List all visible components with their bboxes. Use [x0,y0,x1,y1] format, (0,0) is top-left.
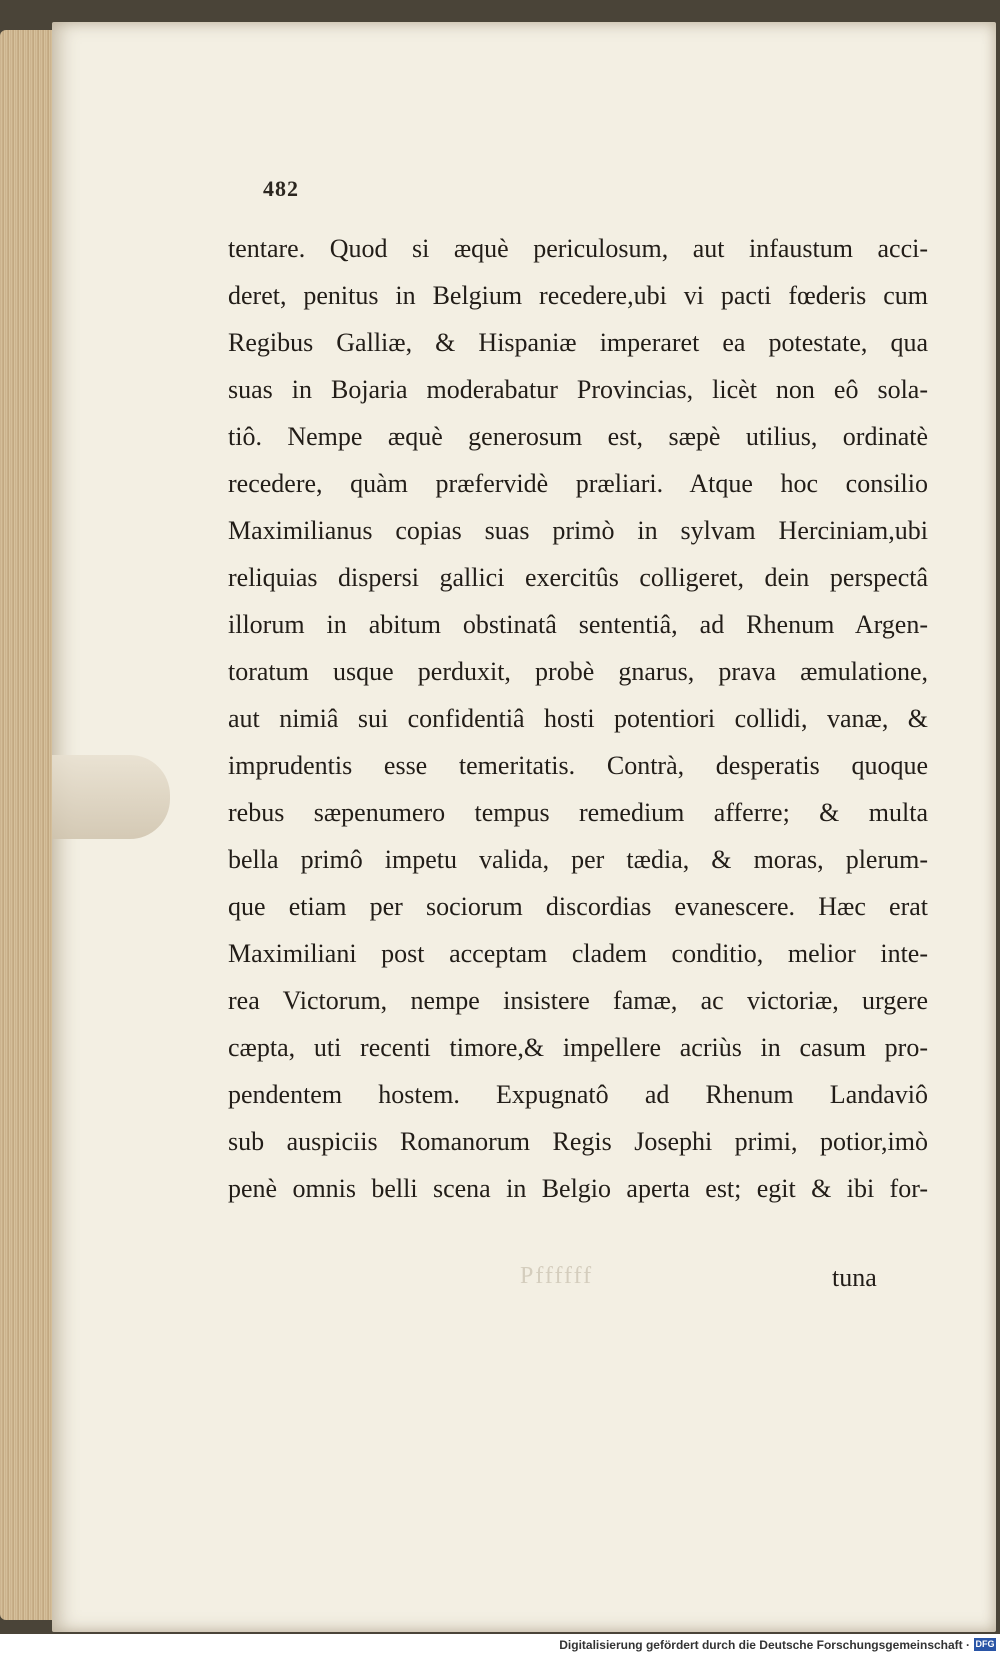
text-line: recedere, quàm præfervidè præliari. Atque hoc consilio [228,469,928,498]
body-text [228,225,928,1212]
text-line: sub auspiciis Romanorum Regis Josephi primi, potior,imò [228,1127,928,1156]
text-line: imprudentis esse temeritatis. Contrà, desperatis quoque [228,751,928,780]
text-line: bella primô impetu valida, per tædia, & moras, plerum- [228,845,928,874]
text-line: toratum usque perduxit, probè gnarus, prava æmulatione, [228,657,928,686]
text-line: rea Victorum, nempe insistere famæ, ac victoriæ, urgere [228,986,928,1015]
bookmark-ribbon [52,755,170,839]
text-line: rebus sæpenumero tempus remedium afferre; & multa [228,798,928,827]
dfg-logo-icon: DFG [975,1639,995,1649]
text-line: suas in Bojaria moderabatur Provincias, licèt non eô sola- [228,375,928,404]
page-number: 482 [263,176,299,201]
catchword: tuna [832,1263,877,1292]
text-line: illorum in abitum obstinatâ sententiâ, ad Rhenum Argen- [228,610,928,639]
text-line: que etiam per sociorum discordias evanescere. Hæc erat [228,892,928,921]
text-line: aut nimiâ sui confidentiâ hosti potentiori collidi, vanæ, & [228,704,928,733]
digitization-footer [0,1634,1000,1656]
text-line: Maximiliani post acceptam cladem conditio, melior inte- [228,939,928,968]
text-line: Maximilianus copias suas primò in sylvam Herciniam,ubi [228,516,928,545]
show-through-signature: Pffffff [520,1263,594,1289]
footer-credit: Digitalisierung gefördert durch die Deutsche Forschungsgemeinschaft · [559,1638,970,1652]
text-line: Regibus Galliæ, & Hispaniæ imperaret ea potestate, qua [228,328,928,357]
text-line: penè omnis belli scena in Belgio aperta est; egit & ibi for- [228,1174,928,1203]
text-line: tiô. Nempe æquè generosum est, sæpè utilius, ordinatè [228,422,928,451]
text-line: reliquias dispersi gallici exercitûs colligeret, dein perspectâ [228,563,928,592]
text-line: deret, penitus in Belgium recedere,ubi vi pacti fœderis cum [228,281,928,310]
text-line: pendentem hostem. Expugnatô ad Rhenum Landaviô [228,1080,928,1109]
text-line: cæpta, uti recenti timore,& impellere acriùs in casum pro- [228,1033,928,1062]
text-line: tentare. Quod si æquè periculosum, aut infaustum acci- [228,234,928,263]
